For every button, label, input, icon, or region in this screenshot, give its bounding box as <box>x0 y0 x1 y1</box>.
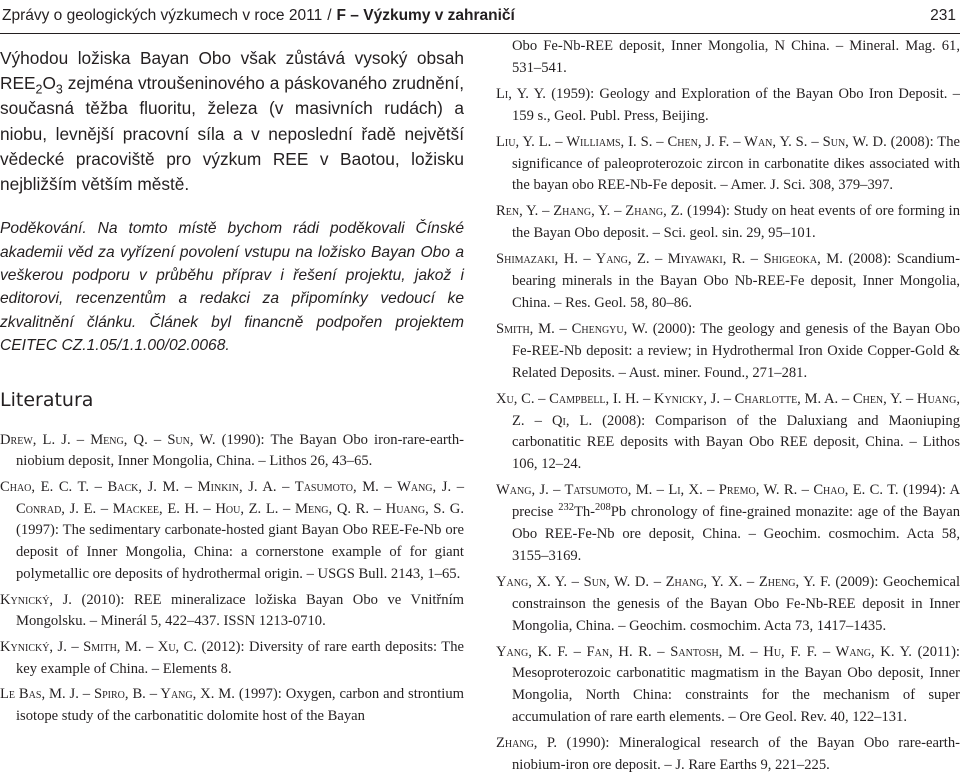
section-letter: F <box>336 7 346 24</box>
left-column <box>0 36 464 728</box>
section-name: Výzkumy v zahraničí <box>363 7 515 24</box>
reference-text: (2011): Mesoproterozoic carbonatitic magmatism in the Bayan Obo deposit, Inner Mongolia, North China: constraints for the mechanism of super accumulation of rare earth elements. – Ore Geol. Rev. 40, 122–131. <box>512 643 960 726</box>
reference-text: (2010): REE mineralizace ložiska Bayan Obo ve Vnitřním Mongolsku. – Minerál 5, 422–437. ISSN 1213-0710. <box>16 591 464 630</box>
reference-authors: Kynický, J. <box>0 591 72 608</box>
acknowledgement-label: Poděkování. <box>0 220 87 238</box>
reference-authors: Chao, E. C. T. – Back, J. M. – Minkin, J. A. – Tasumoto, M. – Wang, J. – Conrad, J. E. – Mackee, E. H. – Hou, Z. L. – Meng, Q. R. – Huang, S. G. <box>0 479 464 517</box>
intro-text-3: zejména vtroušeninového a páskovaného zrudnění, současná těžba fluoritu, železa (v masivních rudách) a niobu, levnější pracovní síla a v neposlední řadě největší vědecké pracoviště pro výzkum REE v Baotou, ložisku nejbližším větším městě. <box>0 73 464 195</box>
reference-text: (1997): Oxygen, carbon and strontium isotope study of the carbonatitic dolomite host of the Bayan <box>16 686 464 725</box>
isotope-superscript-pb: 208 <box>595 502 611 514</box>
reference-authors: Smith, M. – Chengyu, W. <box>496 320 648 337</box>
header-separator: / <box>327 7 332 24</box>
reference-item <box>496 201 960 245</box>
intro-text-1: Výhodou ložiska Bayan Obo však zůstává vysoký obsah REE <box>0 48 464 94</box>
acknowledgement-text: Na tomto místě bychom rádi poděkovali Čínské akademii věd za vyřízení povolení vstupu na ložisko Bayan Obo a veškerou podporu v průběhu příprav i řešení projektu, jakož i editorovi, recenzentům a redakci za připomínky vedoucí ke zkvalitnění článku. Článek byl financně podpořen projektem CEITEC CZ.1.05/1.1.00/02.0068. <box>0 220 464 355</box>
reference-item <box>496 249 960 315</box>
reference-item <box>0 430 464 473</box>
reference-authors: Yang, K. F. – Fan, H. R. – Santosh, M. – Hu, F. F. – Wang, K. Y. <box>496 643 912 660</box>
reference-text: (2008): The significance of paleoproterozoic zircon in carbonatite dikes associated with the bayan obo REE-Nb-Fe deposit. – Amer. J. Sci. 308, 379–397. <box>512 133 960 194</box>
reference-text: (2008): Comparison of the Daluxiang and Maoniuping carbonatitic REE deposits with Bayan Obo REE deposit, China. – Lithos 106, 12–24. <box>512 412 960 473</box>
reference-text-continued: Pb chronology of fine-grained monazite: age of the Bayan Obo REE-Fe-Nb ore deposit, China. – Geochim. cosmochim. Acta 58, 3155–3169. <box>512 504 960 564</box>
reference-authors: Drew, L. J. – Meng, Q. – Sun, W. <box>0 431 216 448</box>
reference-text-isotope: Th- <box>573 504 596 521</box>
intro-subscript-2: 2 <box>35 82 43 97</box>
reference-item <box>0 684 464 727</box>
reference-text: (1994): A precise <box>512 482 960 521</box>
reference-continuation: Obo Fe-Nb-REE deposit, Inner Mongolia, N China. – Mineral. Mag. 61, 531–541. <box>512 38 960 76</box>
reference-authors: Li, Y. Y. <box>496 85 546 102</box>
reference-item <box>496 389 960 477</box>
section-dash: – <box>350 7 359 24</box>
reference-item <box>496 319 960 385</box>
reference-item <box>496 84 960 128</box>
reference-item <box>496 642 960 730</box>
reference-authors: Ren, Y. – Zhang, Y. – Zhang, Z. <box>496 203 684 220</box>
reference-text: (2009): Geochemical constrainson the genesis of the Bayan Obo Fe-Nb-REE deposit in Inner Mongolia, China. – Geochim. cosmochim. Acta 73, 1417–1435. <box>512 573 960 634</box>
reference-authors: Wang, J. – Tatsumoto, M. – Li, X. – Premo, W. R. – Chao, E. C. T. <box>496 482 899 499</box>
literature-heading: Literatura <box>0 388 94 411</box>
acknowledgement-paragraph <box>0 217 464 357</box>
reference-text: (2008): Scandium-bearing minerals in the Bayan Obo Nb-REE-Fe deposit, Inner Mongolia, China. – Res. Geol. 58, 80–86. <box>512 251 960 311</box>
page-number: 231 <box>930 7 956 24</box>
reference-item <box>0 590 464 633</box>
reference-text: (1997): The sedimentary carbonate-hosted giant Bayan Obo REE-Fe-Nb ore deposit of Inner Mongolia, China: a cornerstone example of for giant polymetallic ore deposits of hydrothermal origin. – USGS Bull. 2143, 1–65. <box>16 522 464 582</box>
running-header <box>0 0 960 32</box>
reference-item <box>0 477 464 586</box>
reference-item <box>0 637 464 680</box>
reference-text: (1990): The Bayan Obo iron-rare-earth-niobium deposit, Inner Mongolia, China. – Lithos 26, 43–65. <box>16 431 464 470</box>
right-column <box>496 36 960 777</box>
reference-authors: Shimazaki, H. – Yang, Z. – Miyawaki, R. – Shigeoka, M. <box>496 251 843 268</box>
reference-item <box>496 572 960 638</box>
reference-text: (2000): The geology and genesis of the Bayan Obo Fe-REE-Nb deposit: a review; in Hydrothermal Iron Oxide Copper-Gold & Related Deposits. – Aust. miner. Found., 271–281. <box>512 320 960 381</box>
running-title <box>2 0 515 32</box>
intro-subscript-3: 3 <box>55 82 63 97</box>
reference-text: (1990): Mineralogical research of the Bayan Obo rare-earth-niobium-iron ore deposit. – J. Rare Earths 9, 221–225. <box>512 735 960 774</box>
header-rule <box>0 33 960 34</box>
reference-item <box>496 480 960 568</box>
reference-item <box>496 733 960 777</box>
intro-text-2: O <box>42 73 56 94</box>
intro-paragraph <box>0 36 464 197</box>
reference-authors: Kynický, J. – Smith, M. – Xu, C. <box>0 638 198 655</box>
journal-name: Zprávy o geologických výzkumech v roce 2011 <box>2 7 323 24</box>
reference-text: (1959): Geology and Exploration of the Bayan Obo Iron Deposit. – 159 s., Geol. Publ. Press, Beijing. <box>512 85 960 124</box>
reference-authors: Zhang, P. <box>496 735 558 752</box>
reference-text: (1994): Study on heat events of ore forming in the Bayan Obo deposit. – Sci. geol. sin. 29, 95–101. <box>512 203 960 242</box>
reference-list-left <box>0 430 464 728</box>
reference-authors: Yang, X. Y. – Sun, W. D. – Zhang, Y. X. – Zheng, Y. F. <box>496 573 831 590</box>
reference-text: (2012): Diversity of rare earth deposits: The key example of China. – Elements 8. <box>16 638 464 677</box>
reference-list-right <box>496 36 960 777</box>
reference-item <box>496 132 960 198</box>
reference-authors: Liu, Y. L. – Williams, I. S. – Chen, J. F. – Wan, Y. S. – Sun, W. D. <box>496 133 887 150</box>
reference-authors: Le Bas, M. J. – Spiro, B. – Yang, X. M. <box>0 686 235 703</box>
reference-authors: Xu, C. – Campbell, I. H. – Kynicky, J. – Charlotte, M. A. – Chen, Y. – Huang, Z. – Qi, L. <box>496 390 960 429</box>
isotope-superscript-th: 232 <box>558 502 574 514</box>
